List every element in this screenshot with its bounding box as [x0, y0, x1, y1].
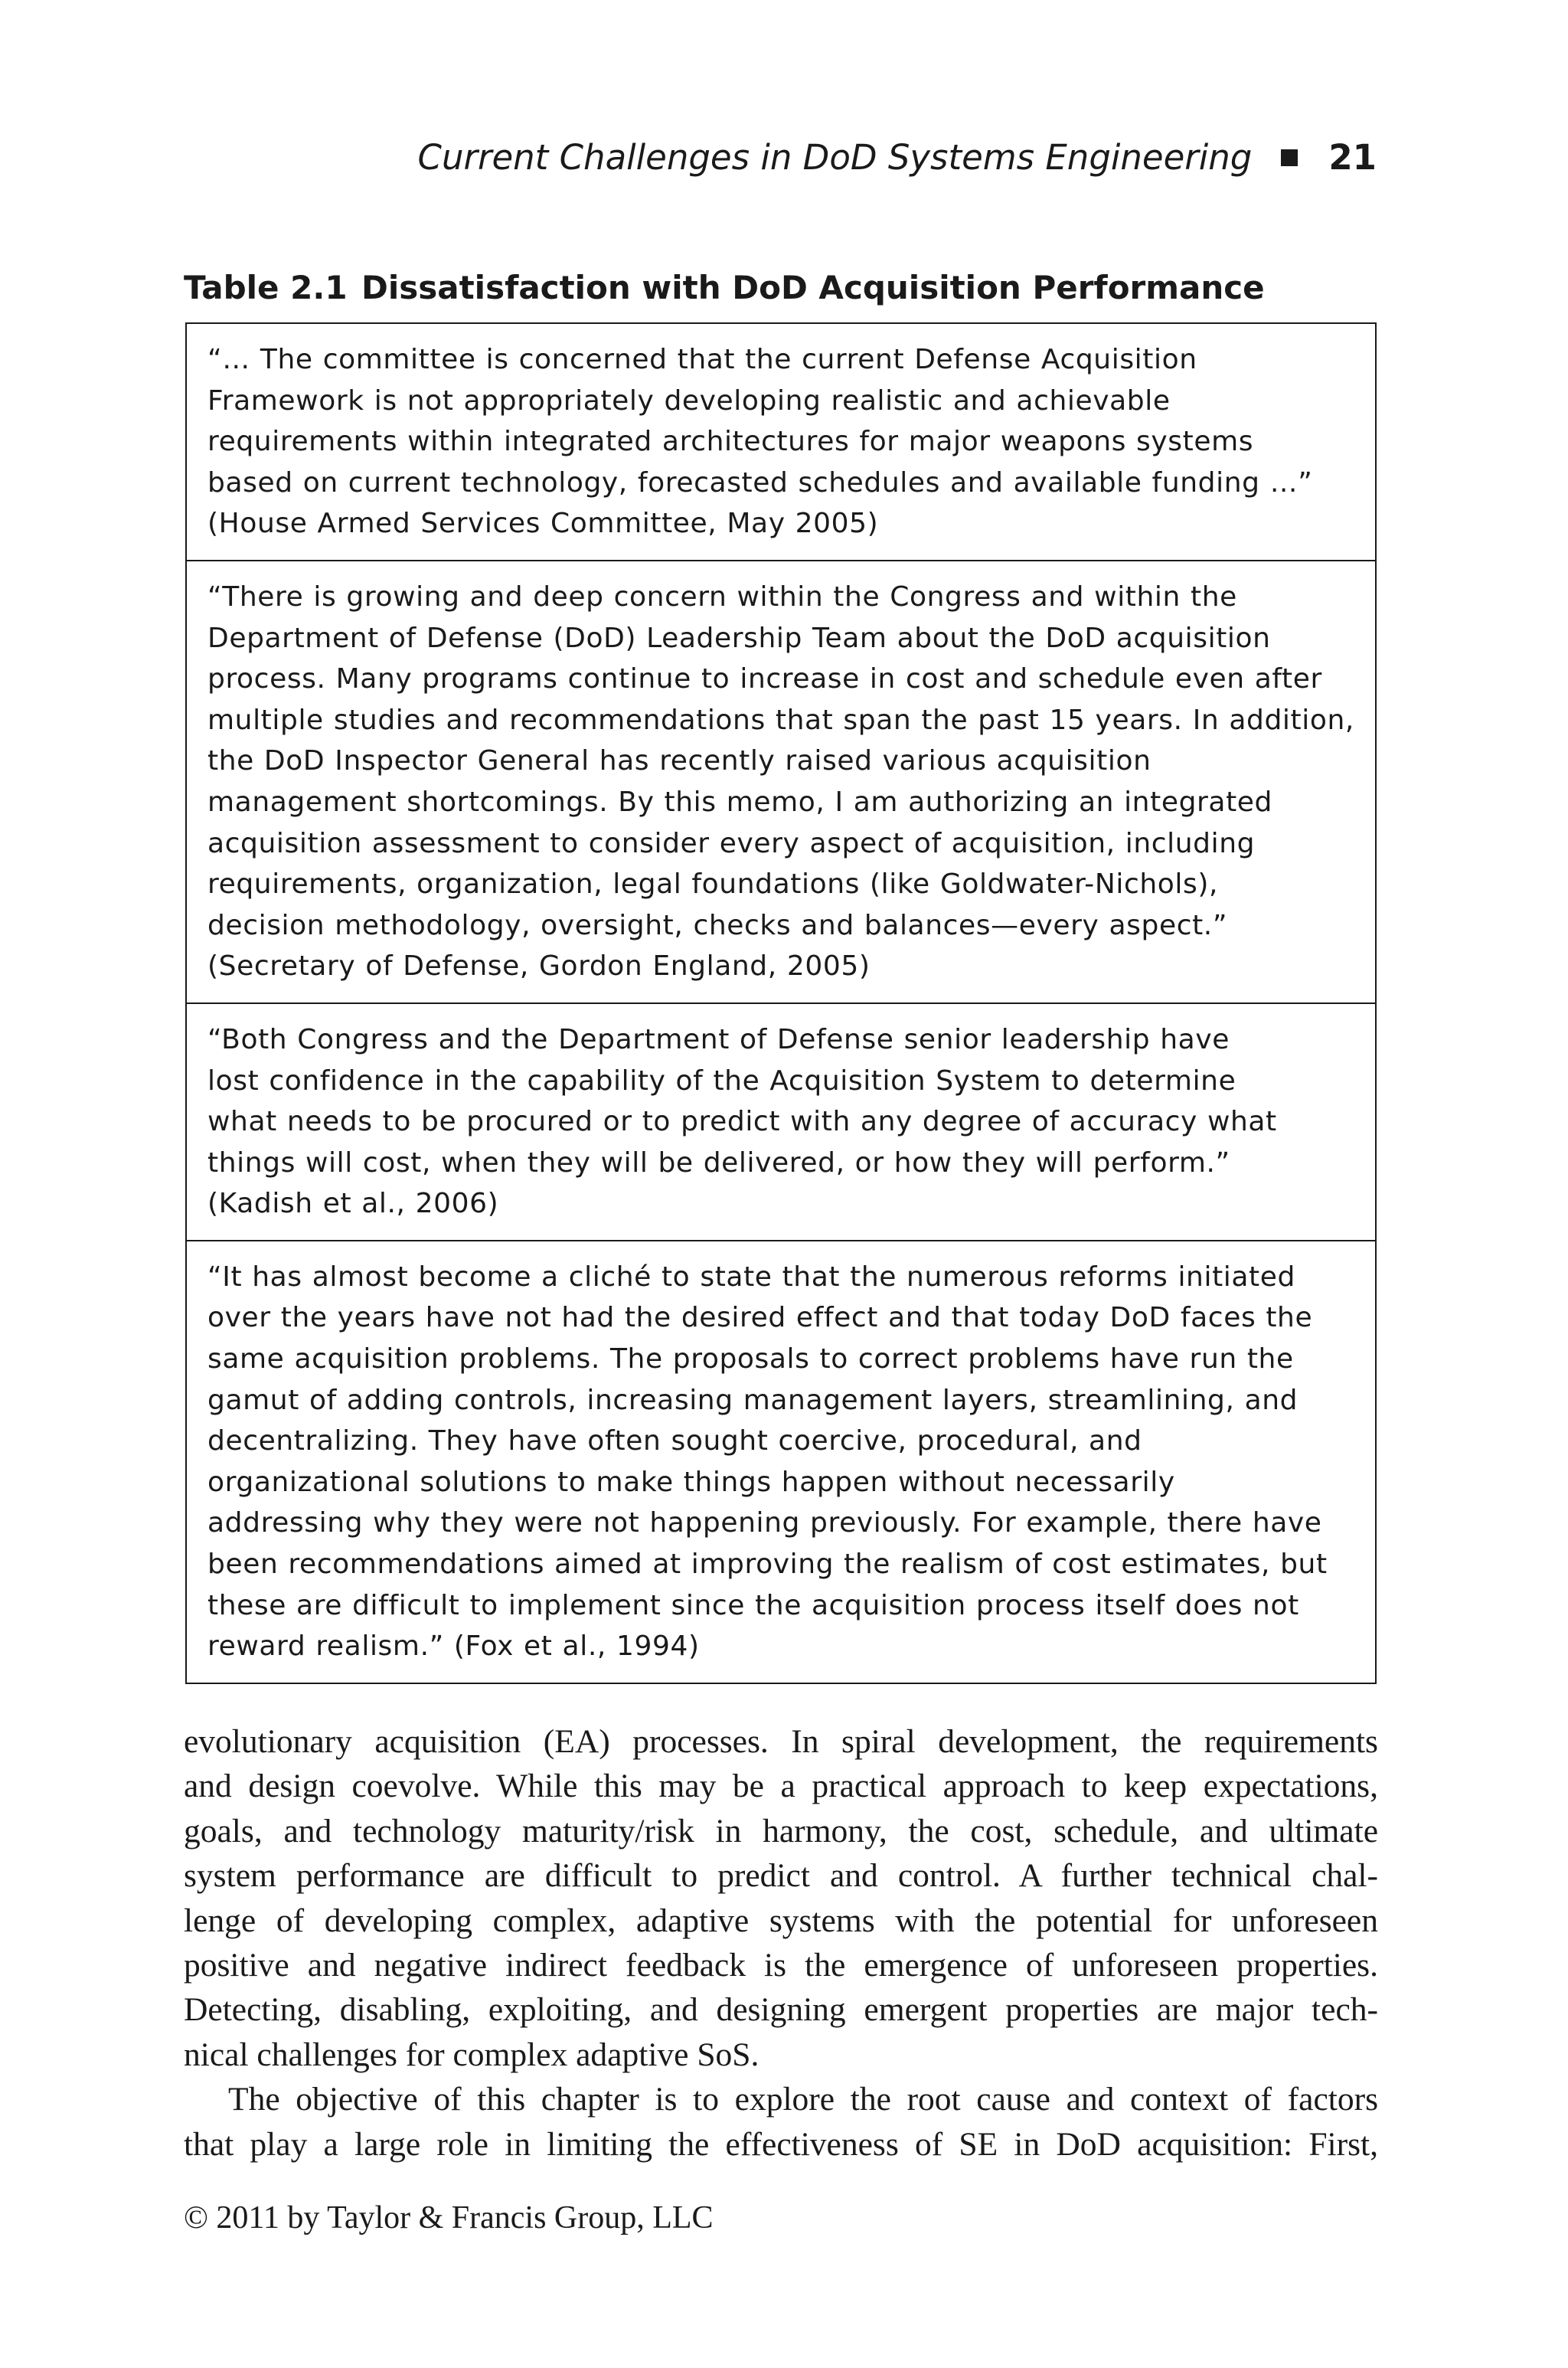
copyright-footer: © 2011 by Taylor & Francis Group, LLC	[184, 2200, 714, 2236]
quote-attribution: (Kadish et al., 2006)	[207, 1188, 499, 1220]
table-label: Table 2.1	[184, 269, 348, 306]
quote-line: Framework is not appropriately developing realistic and achievable	[207, 384, 1171, 417]
quote-line: lost confidence in the capability of the Acquisition System to determine	[207, 1065, 1236, 1097]
quote-line: organizational solutions to make things happen without necessarily	[207, 1466, 1175, 1498]
quote-row-fox	[187, 1240, 1375, 1683]
quote-line: gamut of adding controls, increasing management layers, streamlining, and	[207, 1384, 1298, 1416]
quote-line: over the years have not had the desired effect and that today DoD faces the	[207, 1302, 1313, 1334]
text-line: evolutionary acquisition (EA) processes. In spiral development, the requirements	[184, 1723, 1378, 1760]
quote-line: acquisition assessment to consider every aspect of acquisition, including	[207, 827, 1256, 859]
text-line: goals, and technology maturity/risk in harmony, the cost, schedule, and ultimate	[184, 1812, 1378, 1850]
quote-line: based on current technology, forecasted schedules and available funding …”	[207, 466, 1313, 499]
quote-row-secretary-of-defense	[187, 560, 1375, 1002]
quote-line: “It has almost become a cliché to state that the numerous reforms initiated	[207, 1261, 1295, 1293]
quote-attribution: reward realism.” (Fox et al., 1994)	[207, 1630, 700, 1663]
quote-row-house-committee	[187, 324, 1375, 560]
square-bullet-icon	[1281, 149, 1298, 166]
text-line: The objective of this chapter is to explore the root cause and context of factors	[228, 2081, 1378, 2118]
text-line: positive and negative indirect feedback is the emergence of unforeseen properties.	[184, 1947, 1378, 1984]
text-line: lenge of developing complex, adaptive systems with the potential for unforeseen	[184, 1902, 1378, 1939]
text-line: that play a large role in limiting the effectiveness of SE in DoD acquisition: First,	[184, 2125, 1378, 2163]
paragraph	[184, 2077, 1378, 2167]
quote-line: “… The committee is concerned that the current Defense Acquisition	[207, 344, 1197, 375]
quote-attribution: (Secretary of Defense, Gordon England, 2005)	[207, 950, 871, 983]
quote-line: addressing why they were not happening previously. For example, there have	[207, 1507, 1322, 1539]
text-line: and design coevolve. While this may be a practical approach to keep expectations,	[184, 1768, 1378, 1805]
quote-line: decentralizing. They have often sought coercive, procedural, and	[207, 1425, 1142, 1457]
quote-line: process. Many programs continue to increase in cost and schedule even after	[207, 663, 1322, 695]
quote-line: been recommendations aimed at improving the realism of cost estimates, but	[207, 1549, 1328, 1581]
table-title: Dissatisfaction with DoD Acquisition Performance	[361, 269, 1265, 306]
text-line: Detecting, disabling, exploiting, and designing emergent properties are major tech-	[184, 1991, 1378, 2029]
quote-line: management shortcomings. By this memo, I am authorizing an integrated	[207, 786, 1272, 818]
quote-line: requirements, organization, legal foundations (like Goldwater-Nichols),	[207, 868, 1219, 901]
running-header-title: Current Challenges in DoD Systems Engineering	[417, 137, 1253, 178]
quote-line: things will cost, when they will be delivered, or how they will perform.”	[207, 1146, 1230, 1179]
quote-line: these are difficult to implement since the acquisition process itself does not	[207, 1589, 1299, 1621]
quote-line: same acquisition problems. The proposals to correct problems have run the	[207, 1343, 1294, 1375]
quote-line: the DoD Inspector General has recently raised various acquisition	[207, 745, 1152, 777]
quote-line: requirements within integrated architectures for major weapons systems	[207, 426, 1254, 458]
body-text	[184, 1719, 1378, 2167]
page-number: 21	[1328, 137, 1377, 178]
table-caption	[184, 263, 1378, 312]
quote-line: “There is growing and deep concern within the Congress and within the	[207, 581, 1237, 613]
quote-table	[185, 322, 1377, 1684]
quote-line: “Both Congress and the Department of Defense senior leadership have	[207, 1023, 1230, 1055]
quote-attribution: (House Armed Services Committee, May 2005)	[207, 508, 879, 540]
quote-line: Department of Defense (DoD) Leadership Team about the DoD acquisition	[207, 622, 1271, 654]
quote-line: decision methodology, oversight, checks and balances—every aspect.”	[207, 909, 1228, 941]
text-line: nical challenges for complex adaptive SoS.	[184, 2036, 760, 2073]
paragraph	[184, 1719, 1378, 2077]
running-header	[184, 135, 1377, 181]
quote-line: what needs to be procured or to predict with any degree of accuracy what	[207, 1106, 1277, 1138]
quote-row-kadish	[187, 1002, 1375, 1240]
quote-line: multiple studies and recommendations that span the past 15 years. In addition,	[207, 704, 1354, 736]
text-line: system performance are difficult to predict and control. A further technical chal-	[184, 1857, 1378, 1895]
